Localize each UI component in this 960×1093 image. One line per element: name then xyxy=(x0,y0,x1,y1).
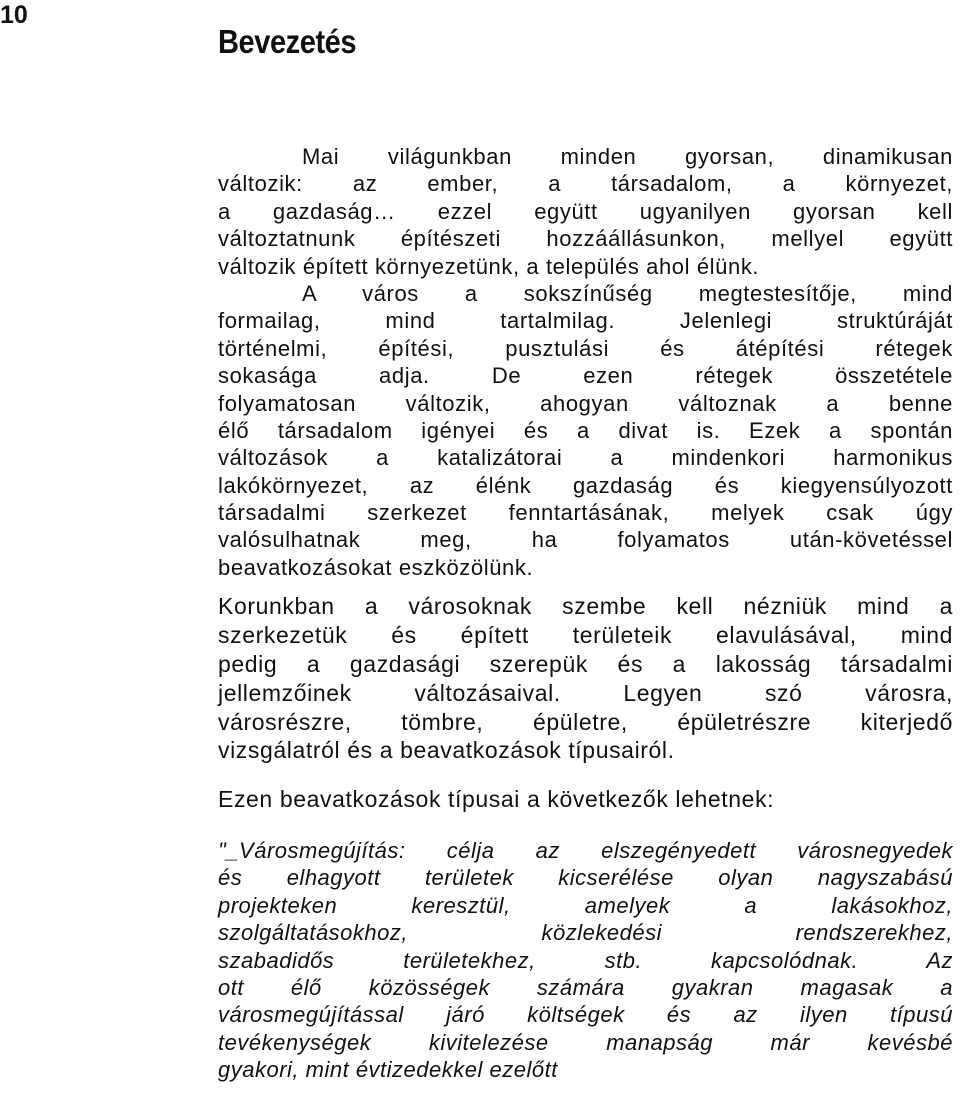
page-number: 10 xyxy=(0,1,28,29)
text-line: "_Városmegújítás: célja az elszegényedett városnegyedek xyxy=(218,838,953,863)
text-line: formailag, mind tartalmilag. Jelenlegi struktúráját xyxy=(218,308,953,334)
text-line: Korunkban a városoknak szembe kell nézniük mind a xyxy=(218,593,953,619)
text-line: folyamatosan változik, ahogyan változnak a benne xyxy=(218,390,953,416)
text-line: történelmi, építési, pusztulási és átépítési rétegek xyxy=(218,335,953,361)
paragraph-types-intro xyxy=(218,785,953,814)
text-line: pedig a gazdasági szerepük és a lakosság társadalmi xyxy=(218,650,953,677)
text-line: gyakori, mint évtizedekkel ezelőtt xyxy=(218,1057,558,1083)
text-line: szerkezetük és épített területeik elavulásával, mind xyxy=(218,621,953,648)
chapter-heading: Bevezetés xyxy=(218,23,357,60)
text-line: városmegújítással járó költségek és az ilyen típusú xyxy=(218,1002,953,1028)
text-line: vizsgálatról és a beavatkozások típusairól. xyxy=(218,737,675,764)
text-line: jellemzőinek változásaival. Legyen szó városra, xyxy=(218,679,953,706)
text-line: sokasága adja. De ezen rétegek összetétele xyxy=(218,363,953,389)
text-line: Ezen beavatkozások típusai a következők lehetnek: xyxy=(218,786,775,812)
text-line: a gazdaság… ezzel együtt ugyanilyen gyorsan kell xyxy=(218,198,953,224)
text-line: társadalmi szerkezet fenntartásának, melyek csak úgy xyxy=(218,500,953,526)
text-line: változtatnunk építészeti hozzáállásunkon, mellyel együtt xyxy=(218,226,953,252)
paragraph-urban-renewal xyxy=(218,837,953,1084)
text-line: valósulhatnak meg, ha folyamatos után-követéssel xyxy=(218,527,953,553)
text-line: változik épített környezetünk, a település ahol élünk. xyxy=(218,253,760,279)
text-line: változások a katalizátorai a mindenkori harmonikus xyxy=(218,445,953,471)
text-line: szabadidős területekhez, stb. kapcsolódnak. Az xyxy=(218,947,953,973)
text-line: városrészre, tömbre, épületre, épületrészre kiterjedő xyxy=(218,708,953,735)
text-line: változik: az ember, a társadalom, a környezet, xyxy=(218,171,953,197)
text-line: projekteken keresztül, amelyek a lakásokhoz, xyxy=(218,892,953,918)
paragraph-challenges xyxy=(218,592,953,765)
text-line: tevékenységek kivitelezése manapság már kevésbé xyxy=(218,1029,953,1055)
text-line: Mai világunkban minden gyorsan, dinamikusan xyxy=(302,144,953,169)
paragraph-intro xyxy=(218,143,953,581)
text-line: és elhagyott területek kicserélése olyan nagyszabású xyxy=(218,865,953,891)
text-line: élő társadalom igényei és a divat is. Ezek a spontán xyxy=(218,417,953,443)
text-line: A város a sokszínűség megtestesítője, mind xyxy=(302,280,953,306)
text-line: beavatkozásokat eszközölünk. xyxy=(218,554,534,580)
text-line: szolgáltatásokhoz, közlekedési rendszerekhez, xyxy=(218,920,953,946)
text-line: ott élő közösségek számára gyakran magasak a xyxy=(218,974,953,1000)
text-line: lakókörnyezet, az élénk gazdaság és kiegyensúlyozott xyxy=(218,472,953,498)
